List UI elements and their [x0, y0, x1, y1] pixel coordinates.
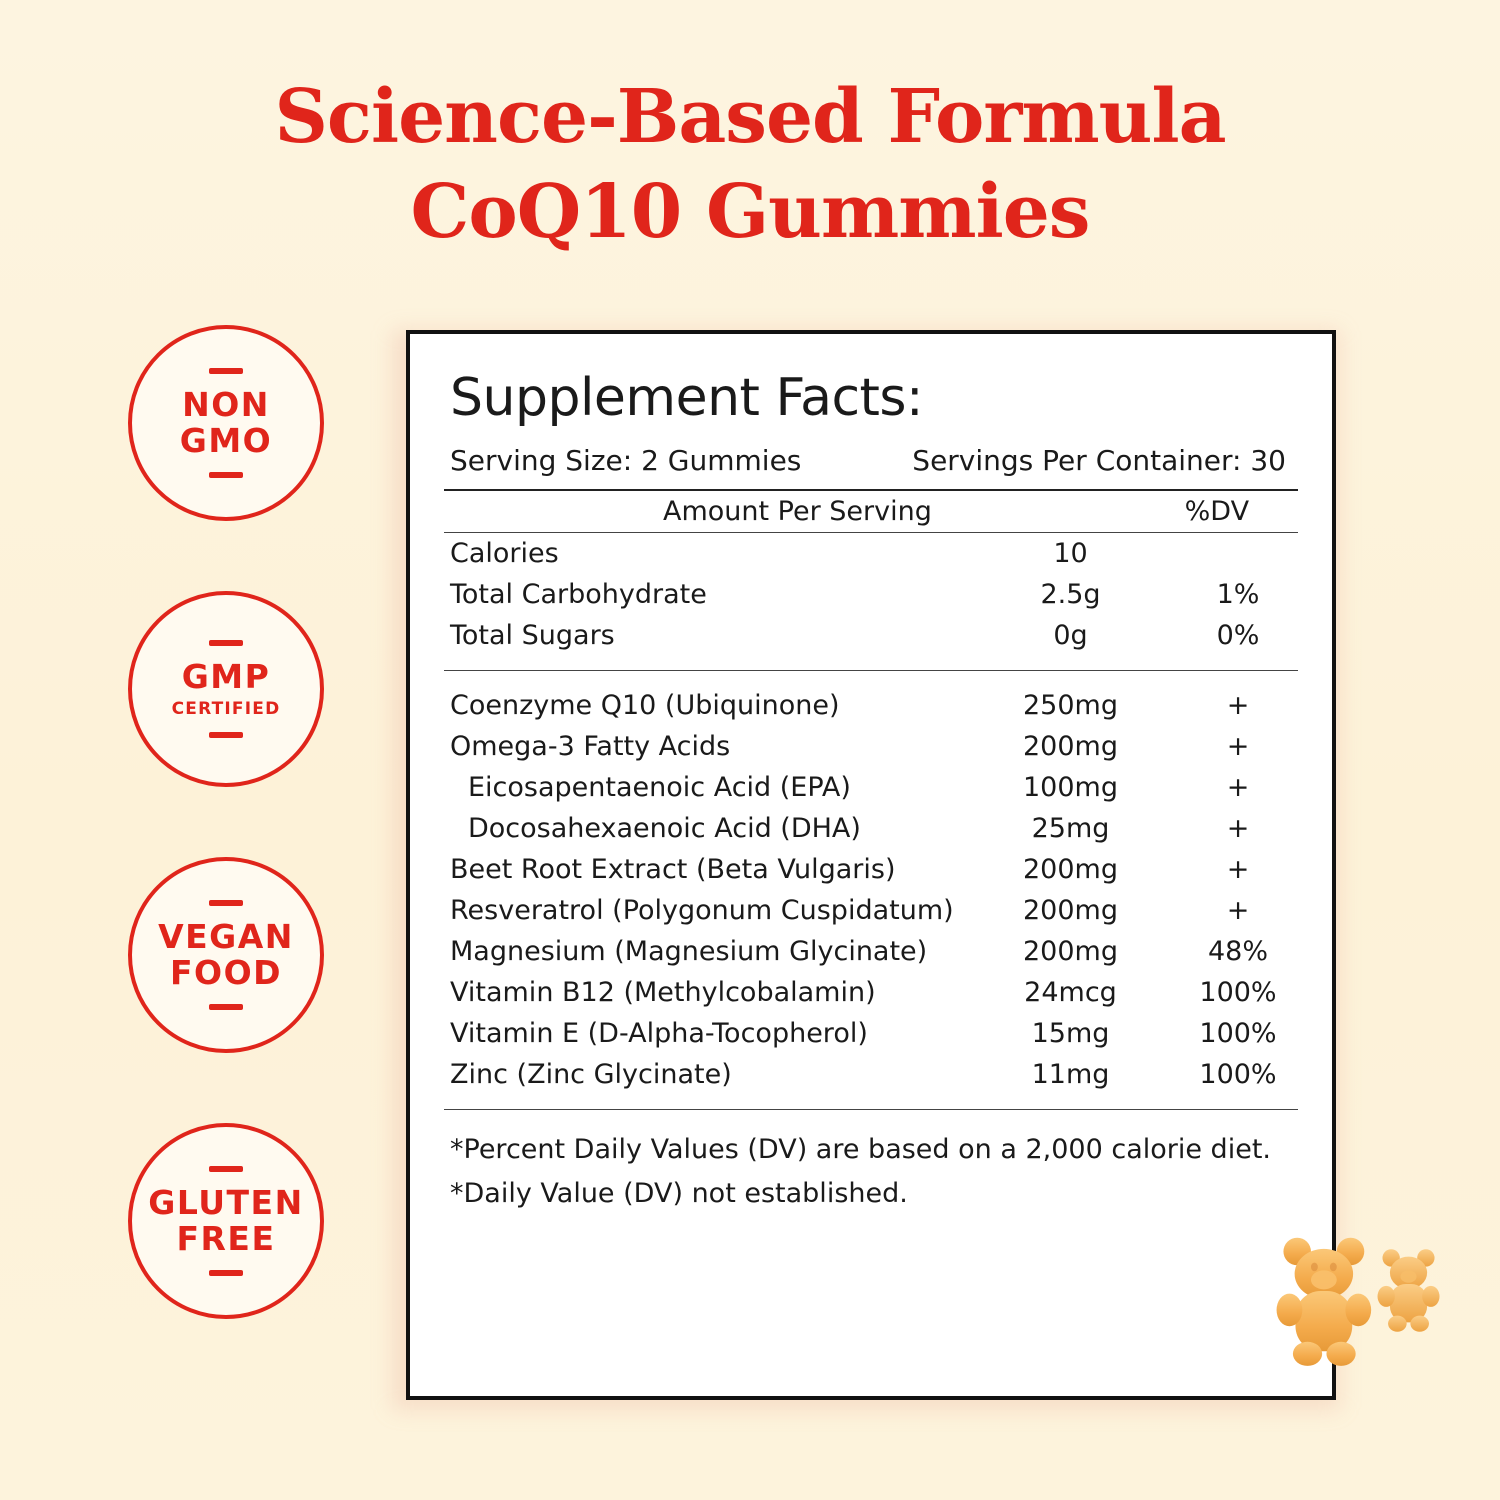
- row-dv: 100%: [1199, 1018, 1277, 1049]
- title-line-2: CoQ10 Gummies: [410, 168, 1090, 255]
- row-label: Magnesium (Magnesium Glycinate): [450, 936, 928, 967]
- badge-non-gmo: [128, 325, 324, 521]
- row-amount: 250mg: [1023, 690, 1118, 721]
- table-row: [444, 808, 1298, 849]
- row-dv: 48%: [1207, 936, 1268, 967]
- row-amount: 25mg: [1031, 813, 1110, 844]
- badge-dash-top-icon: [209, 900, 243, 906]
- row-label: Calories: [450, 538, 559, 569]
- row-amount: 100mg: [1023, 772, 1118, 803]
- row-label: Resveratrol (Polygonum Cuspidatum): [450, 895, 954, 926]
- row-label: Coenzyme Q10 (Ubiquinone): [450, 690, 840, 721]
- row-dv: +: [1226, 895, 1250, 926]
- row-amount: 11mg: [1031, 1059, 1110, 1090]
- row-label: Docosahexaenoic Acid (DHA): [468, 813, 861, 844]
- table-header-row: [444, 491, 1298, 532]
- ingredients-table: [444, 685, 1298, 1095]
- table-row: [444, 615, 1298, 656]
- row-label: Total Sugars: [450, 620, 615, 651]
- nutrition-table: [444, 533, 1298, 656]
- table-row: [444, 685, 1298, 726]
- badge-vegan-line2: FOOD: [169, 953, 283, 992]
- table-row: [444, 574, 1298, 615]
- badge-gluten-line2: FREE: [176, 1219, 276, 1258]
- column-header-dv: %DV: [1184, 496, 1250, 527]
- row-dv: 0%: [1216, 620, 1260, 651]
- row-dv: 100%: [1199, 977, 1277, 1008]
- badge-gmp-certified: [128, 591, 324, 787]
- spacer: [444, 671, 1298, 685]
- table-row: [444, 1054, 1298, 1095]
- badge-gluten-free: [128, 1123, 324, 1319]
- badge-vegan-food: [128, 857, 324, 1053]
- row-amount: 2.5g: [1040, 579, 1101, 610]
- table-row: [444, 1013, 1298, 1054]
- row-amount: 200mg: [1023, 731, 1118, 762]
- row-dv: +: [1226, 772, 1250, 803]
- table-row: [444, 533, 1298, 574]
- badge-gmp-sub: CERTIFIED: [171, 698, 281, 719]
- table-row: [444, 726, 1298, 767]
- supplement-facts-panel: [406, 330, 1336, 1400]
- table-row: [444, 890, 1298, 931]
- spacer: [444, 656, 1298, 670]
- row-amount: 200mg: [1023, 854, 1118, 885]
- badge-dash-bottom-icon: [209, 1270, 243, 1276]
- serving-info-row: [444, 444, 1298, 489]
- title-line-1: Science-Based Formula: [274, 74, 1226, 160]
- badge-non-gmo-line2: GMO: [179, 421, 273, 460]
- footnotes: [444, 1110, 1298, 1215]
- badge-dash-top-icon: [209, 640, 243, 646]
- badge-non-gmo-line1: NON: [182, 385, 270, 425]
- row-dv: +: [1226, 854, 1250, 885]
- row-amount: 200mg: [1023, 895, 1118, 926]
- serving-size: Serving Size: 2 Gummies: [450, 444, 802, 477]
- badge-dash-bottom-icon: [209, 472, 243, 478]
- badge-gmp-line1: GMP: [181, 657, 271, 697]
- row-dv: [1178, 533, 1298, 574]
- badge-dash-top-icon: [209, 368, 243, 374]
- row-amount: 24mcg: [1024, 977, 1117, 1008]
- table-row: [444, 767, 1298, 808]
- badge-vegan-line1: VEGAN: [158, 917, 294, 957]
- row-dv: +: [1226, 731, 1250, 762]
- row-amount: 10: [1053, 538, 1088, 569]
- row-amount: 200mg: [1023, 936, 1118, 967]
- row-amount: 15mg: [1031, 1018, 1110, 1049]
- badge-dash-bottom-icon: [209, 732, 243, 738]
- page-title: [0, 70, 1500, 259]
- table-row: [444, 931, 1298, 972]
- badge-gluten-line1: GLUTEN: [148, 1183, 304, 1223]
- row-dv: +: [1226, 813, 1250, 844]
- footnote-not-established: *Daily Value (DV) not established.: [450, 1177, 908, 1209]
- footnote-daily-values: *Percent Daily Values (DV) are based on a 2,000 calorie diet.: [450, 1134, 1271, 1165]
- supplement-facts-title: Supplement Facts:: [450, 368, 924, 428]
- supplement-facts-table: [444, 491, 1298, 532]
- badge-dash-bottom-icon: [209, 1004, 243, 1010]
- row-label: Zinc (Zinc Glycinate): [450, 1059, 732, 1090]
- row-label: Eicosapentaenoic Acid (EPA): [468, 772, 851, 803]
- table-row: [444, 849, 1298, 890]
- column-header-amount: Amount Per Serving: [662, 496, 932, 527]
- certification-badge-list: [128, 325, 338, 1389]
- badge-dash-top-icon: [209, 1166, 243, 1172]
- row-label: Beet Root Extract (Beta Vulgaris): [450, 854, 896, 885]
- row-dv: 100%: [1199, 1059, 1277, 1090]
- row-amount: 0g: [1053, 620, 1088, 651]
- row-label: Vitamin B12 (Methylcobalamin): [450, 977, 876, 1008]
- gummy-bear-icon: [1272, 1212, 1472, 1412]
- row-dv: 1%: [1216, 579, 1260, 610]
- spacer: [444, 1095, 1298, 1109]
- row-label: Total Carbohydrate: [450, 579, 707, 610]
- row-dv: +: [1226, 690, 1250, 721]
- row-label: Omega-3 Fatty Acids: [450, 731, 731, 762]
- servings-per-container: Servings Per Container: 30: [912, 444, 1286, 477]
- table-row: [444, 972, 1298, 1013]
- row-label: Vitamin E (D-Alpha-Tocopherol): [450, 1018, 868, 1049]
